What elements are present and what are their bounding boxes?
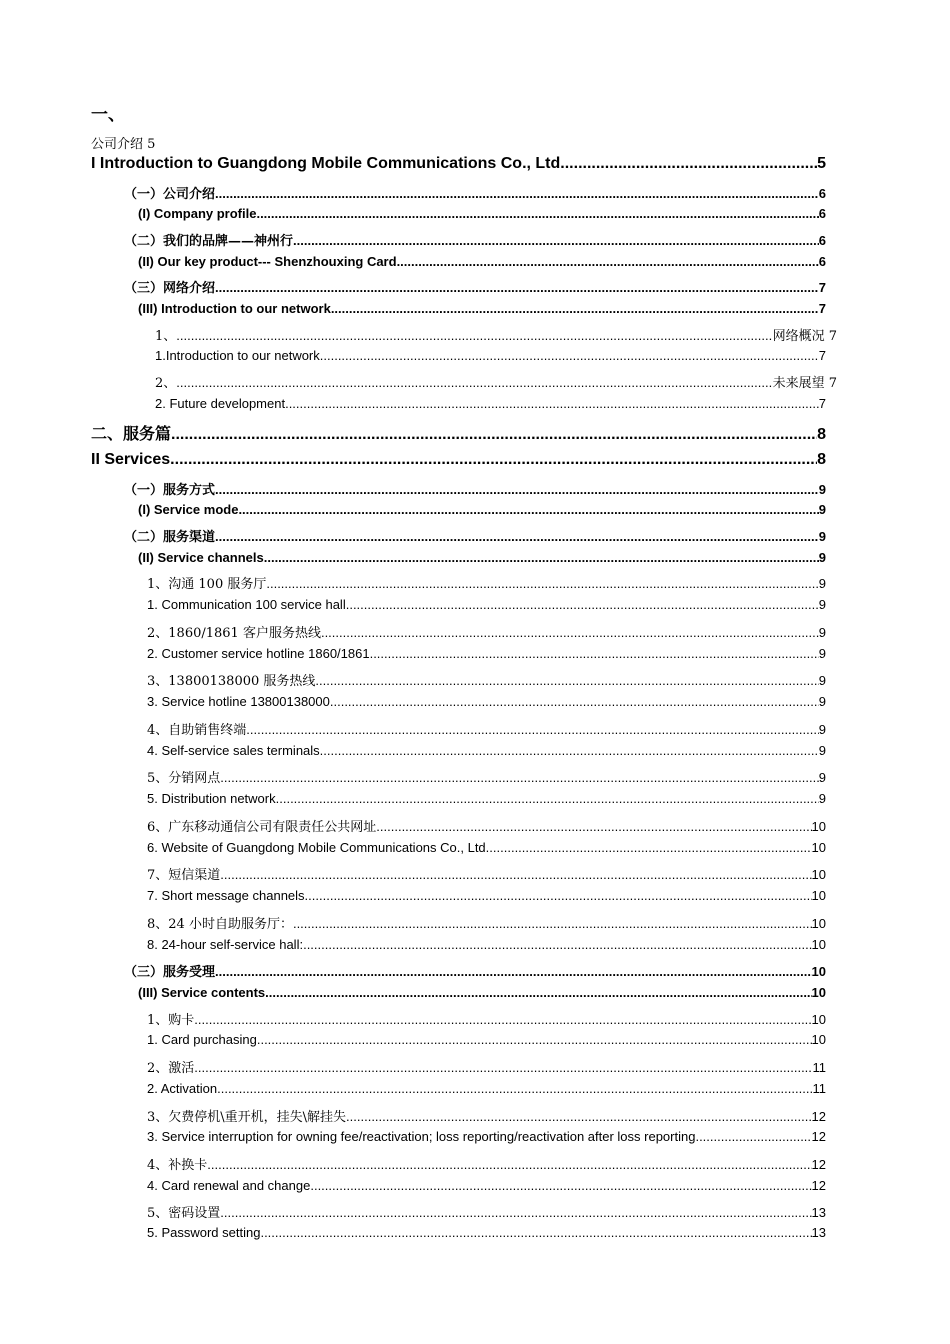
toc-entry-page: 9 [818, 646, 826, 661]
toc-entry-title: 2. Future development [155, 396, 286, 411]
toc-entry[interactable] [155, 372, 837, 391]
toc-entry[interactable] [147, 646, 826, 661]
toc-entry-page: 10 [811, 888, 826, 903]
toc-entry[interactable] [124, 526, 826, 545]
toc-entry-page: 9 [818, 597, 826, 612]
toc-leader-dots [320, 743, 819, 758]
top-heading: 一、 [91, 105, 125, 125]
toc-entry-page: 5 [817, 155, 826, 172]
toc-leader-dots [266, 576, 818, 591]
toc-entry-title: (III) Introduction to our network [138, 301, 331, 316]
toc-entry-title: 2. Customer service hotline 1860/1861 [147, 646, 370, 661]
toc-entry[interactable] [147, 719, 826, 738]
toc-leader-dots [370, 646, 819, 661]
toc-leader-dots [194, 1060, 812, 1075]
toc-entry[interactable] [138, 550, 826, 565]
toc-entry[interactable] [91, 155, 826, 173]
toc-entry-page: 13 [811, 1205, 826, 1220]
toc-entry-page: 8 [817, 426, 826, 443]
toc-entry-page: 10 [811, 916, 826, 931]
toc-entry-title: 6. Website of Guangdong Mobile Communications Co., Ltd. [147, 840, 490, 855]
toc-entry-title: 5. Password setting [147, 1225, 261, 1240]
toc-leader-dots [565, 155, 817, 173]
toc-leader-dots [215, 964, 812, 979]
toc-entry-page: 13 [811, 1225, 826, 1240]
toc-leader-dots [170, 451, 817, 469]
toc-entry-title: 2. Activation [147, 1081, 218, 1096]
toc-entry-page: 9 [818, 625, 826, 640]
toc-leader-dots [315, 673, 818, 688]
toc-entry[interactable] [138, 985, 826, 1000]
toc-leader-dots [220, 770, 818, 785]
toc-leader-dots [176, 375, 772, 390]
subhead: 公司介绍 5 [91, 137, 156, 152]
toc-leader-dots [207, 1157, 811, 1172]
toc-entry[interactable] [124, 961, 826, 980]
toc-entry-page: 未来展望 7 [772, 376, 837, 391]
toc-leader-dots [346, 597, 819, 612]
toc-entry[interactable] [147, 937, 826, 952]
toc-entry-title: （一）公司介绍 [124, 187, 216, 202]
toc-entry[interactable] [155, 325, 837, 344]
toc-entry-page: 9 [818, 743, 826, 758]
toc-leader-dots [330, 694, 819, 709]
toc-entry-page: 9 [818, 770, 826, 785]
toc-leader-dots [220, 867, 811, 882]
toc-entry-title: 1.Introduction to our network [155, 348, 320, 363]
toc-entry-title: 5、密码设置 [147, 1206, 221, 1221]
toc-entry[interactable] [147, 694, 826, 709]
toc-leader-dots [215, 280, 819, 295]
toc-leader-dots [489, 840, 811, 855]
toc-entry-page: 9 [818, 529, 826, 544]
toc-entry-title: 8、24 小时自助服务厅： [147, 917, 293, 932]
toc-leader-dots [320, 348, 819, 363]
toc-entry-title: 1. Card purchasing [147, 1032, 257, 1047]
toc-entry-title: (III) Service contents [138, 985, 266, 1000]
toc-entry[interactable] [155, 396, 826, 411]
toc-entry[interactable] [147, 913, 826, 932]
toc-leader-dots [215, 186, 819, 201]
toc-entry-page: 10 [811, 1012, 826, 1027]
toc-entry-title: 6、广东移动通信公司有限责任公共网址 [147, 820, 377, 835]
toc-entry[interactable] [147, 1009, 826, 1028]
toc-entry-page: 9 [818, 791, 826, 806]
toc-entry[interactable] [147, 1202, 826, 1221]
toc-entry-page: 6 [818, 206, 826, 221]
toc-entry-title: (II) Our key product--- Shenzhouxing Card [138, 254, 397, 269]
toc-entry-title: 2、 [155, 376, 177, 391]
toc-entry[interactable] [147, 1225, 826, 1240]
toc-entry[interactable] [147, 1057, 826, 1076]
toc-entry-title: 3. Service interruption for owning fee/reactivation; loss reporting/reactivation after loss reporting [147, 1129, 696, 1144]
toc-leader-dots [257, 1032, 812, 1047]
toc-entry-page: 12 [811, 1109, 826, 1124]
toc-entry[interactable] [147, 864, 826, 883]
toc-entry-page: 网络概况 7 [772, 329, 837, 344]
toc-entry-title: 4、补换卡 [147, 1158, 208, 1173]
toc-entry-title: (I) Service mode [138, 502, 239, 517]
toc-leader-dots [220, 1205, 811, 1220]
toc-entry-page: 7 [818, 301, 826, 316]
toc-entry[interactable] [147, 597, 826, 612]
toc-entry[interactable] [147, 743, 826, 758]
toc-entry[interactable] [155, 348, 826, 363]
toc-leader-dots [695, 1129, 811, 1144]
toc-entry-page: 7 [818, 348, 826, 363]
toc-entry[interactable] [91, 451, 826, 469]
toc-entry-page: 10 [811, 1032, 826, 1047]
toc-entry[interactable] [147, 1178, 826, 1193]
toc-entry[interactable] [147, 888, 826, 903]
toc-entry[interactable] [124, 277, 826, 296]
toc-entry-title: （二）服务渠道 [124, 530, 216, 545]
toc-entry-title: 5、分销网点 [147, 771, 221, 786]
toc-entry-page: 9 [818, 576, 826, 591]
toc-leader-dots [176, 328, 772, 343]
toc-entry[interactable] [91, 421, 826, 444]
toc-entry-page: 6 [818, 254, 826, 269]
toc-entry[interactable] [138, 254, 826, 269]
toc-entry-page: 11 [812, 1060, 826, 1075]
toc-entry[interactable] [147, 767, 826, 786]
toc-entry-page: 6 [818, 186, 826, 201]
toc-entry-title: 3. Service hotline 13800138000 [147, 694, 330, 709]
toc-entry[interactable] [147, 573, 826, 592]
toc-entry-page: 10 [811, 867, 826, 882]
toc-leader-dots [293, 916, 812, 931]
toc-entry-title: （一）服务方式 [124, 483, 216, 498]
toc-entry-page: 11 [812, 1081, 826, 1096]
toc-entry-title: 2、1860/1861 客户服务热线 [147, 626, 321, 641]
toc-entry-page: 6 [818, 233, 826, 248]
toc-leader-dots [285, 396, 819, 411]
toc-entry-page: 10 [811, 985, 826, 1000]
toc-entry-title: 5. Distribution network [147, 791, 276, 806]
toc-entry-page: 7 [818, 396, 826, 411]
toc-entry-title: 3、欠费停机\重开机，挂失\解挂失 [147, 1110, 347, 1125]
toc-leader-dots [265, 985, 811, 1000]
toc-entry-title: （二）我们的品牌——神州行 [124, 234, 294, 249]
toc-entry[interactable] [147, 1129, 826, 1144]
toc-entry-page: 7 [818, 280, 826, 295]
toc-entry-title: 1. Communication 100 service hall [147, 597, 346, 612]
toc-leader-dots [310, 1178, 811, 1193]
toc-entry-page: 12 [811, 1157, 826, 1172]
toc-entry[interactable] [147, 1154, 826, 1173]
toc-leader-dots [217, 1081, 812, 1096]
toc-entry[interactable] [124, 230, 826, 249]
toc-entry-page: 12 [811, 1178, 826, 1193]
toc-leader-dots [276, 791, 819, 806]
toc-entry[interactable] [124, 479, 826, 498]
toc-entry-page: 9 [818, 550, 826, 565]
toc-entry-page: 9 [818, 722, 826, 737]
toc-entry-title: 1、购卡 [147, 1013, 195, 1028]
toc-entry-title: 4. Self-service sales terminals [147, 743, 320, 758]
toc-entry-title: II Services [91, 451, 171, 468]
toc-entry[interactable] [138, 206, 826, 221]
toc-leader-dots [246, 722, 818, 737]
toc-entry-title: 7. Short message channels [147, 888, 305, 903]
toc-entry-title: 3、13800138000 服务热线 [147, 674, 316, 689]
toc-entry[interactable] [147, 840, 826, 855]
toc-leader-dots [376, 819, 811, 834]
toc-entry-title: 2、激活 [147, 1061, 195, 1076]
toc-entry[interactable] [147, 622, 826, 641]
toc-entry[interactable] [124, 183, 826, 202]
toc-entry-page: 12 [811, 1129, 826, 1144]
toc-entry[interactable] [138, 301, 826, 316]
toc-entry-title: (I) Company profile [138, 206, 257, 221]
toc-entry-title: 二、服务篇 [91, 424, 172, 443]
toc-leader-dots [171, 426, 817, 444]
toc-entry-page: 10 [811, 840, 826, 855]
toc-leader-dots [397, 254, 819, 269]
toc-entry-page: 10 [811, 964, 826, 979]
toc-entry-title: (II) Service channels [138, 550, 264, 565]
toc-entry-page: 9 [818, 482, 826, 497]
toc-leader-dots [331, 301, 819, 316]
toc-entry-page: 10 [811, 819, 826, 834]
toc-entry[interactable] [147, 1106, 826, 1125]
toc-entry[interactable] [138, 502, 826, 517]
toc-leader-dots [215, 482, 819, 497]
toc-entry-page: 9 [818, 694, 826, 709]
toc-entry-title: 4、自助销售终端 [147, 723, 247, 738]
toc-entry[interactable] [147, 670, 826, 689]
toc-leader-dots [346, 1109, 812, 1124]
toc-leader-dots [238, 502, 818, 517]
toc-leader-dots [305, 888, 812, 903]
toc-entry-title: 8. 24-hour self-service hall: [147, 937, 304, 952]
toc-entry-title: 4. Card renewal and change [147, 1178, 311, 1193]
toc-leader-dots [256, 206, 818, 221]
toc-entry[interactable] [147, 816, 826, 835]
toc-leader-dots [215, 529, 819, 544]
toc-entry-title: I Introduction to Guangdong Mobile Communications Co., Ltd. [91, 155, 565, 172]
toc-leader-dots [194, 1012, 811, 1027]
toc-entry-page: 8 [817, 451, 826, 468]
toc-entry-page: 10 [811, 937, 826, 952]
toc-entry-title: 1、 [155, 329, 177, 344]
toc-entry-title: （三）网络介绍 [124, 281, 216, 296]
toc-leader-dots [260, 1225, 811, 1240]
toc-entry-page: 9 [818, 502, 826, 517]
toc-leader-dots [321, 625, 819, 640]
toc-entry[interactable] [147, 1081, 826, 1096]
toc-entry-page: 9 [818, 673, 826, 688]
toc-leader-dots [264, 550, 819, 565]
toc-entry-title: 1、沟通 100 服务厅 [147, 577, 267, 592]
toc-entry-title: （三）服务受理 [124, 965, 216, 980]
toc-entry-title: 7、短信渠道 [147, 868, 221, 883]
toc-leader-dots [293, 233, 819, 248]
toc-entry[interactable] [147, 791, 826, 806]
toc-leader-dots [303, 937, 811, 952]
toc-entry[interactable] [147, 1032, 826, 1047]
